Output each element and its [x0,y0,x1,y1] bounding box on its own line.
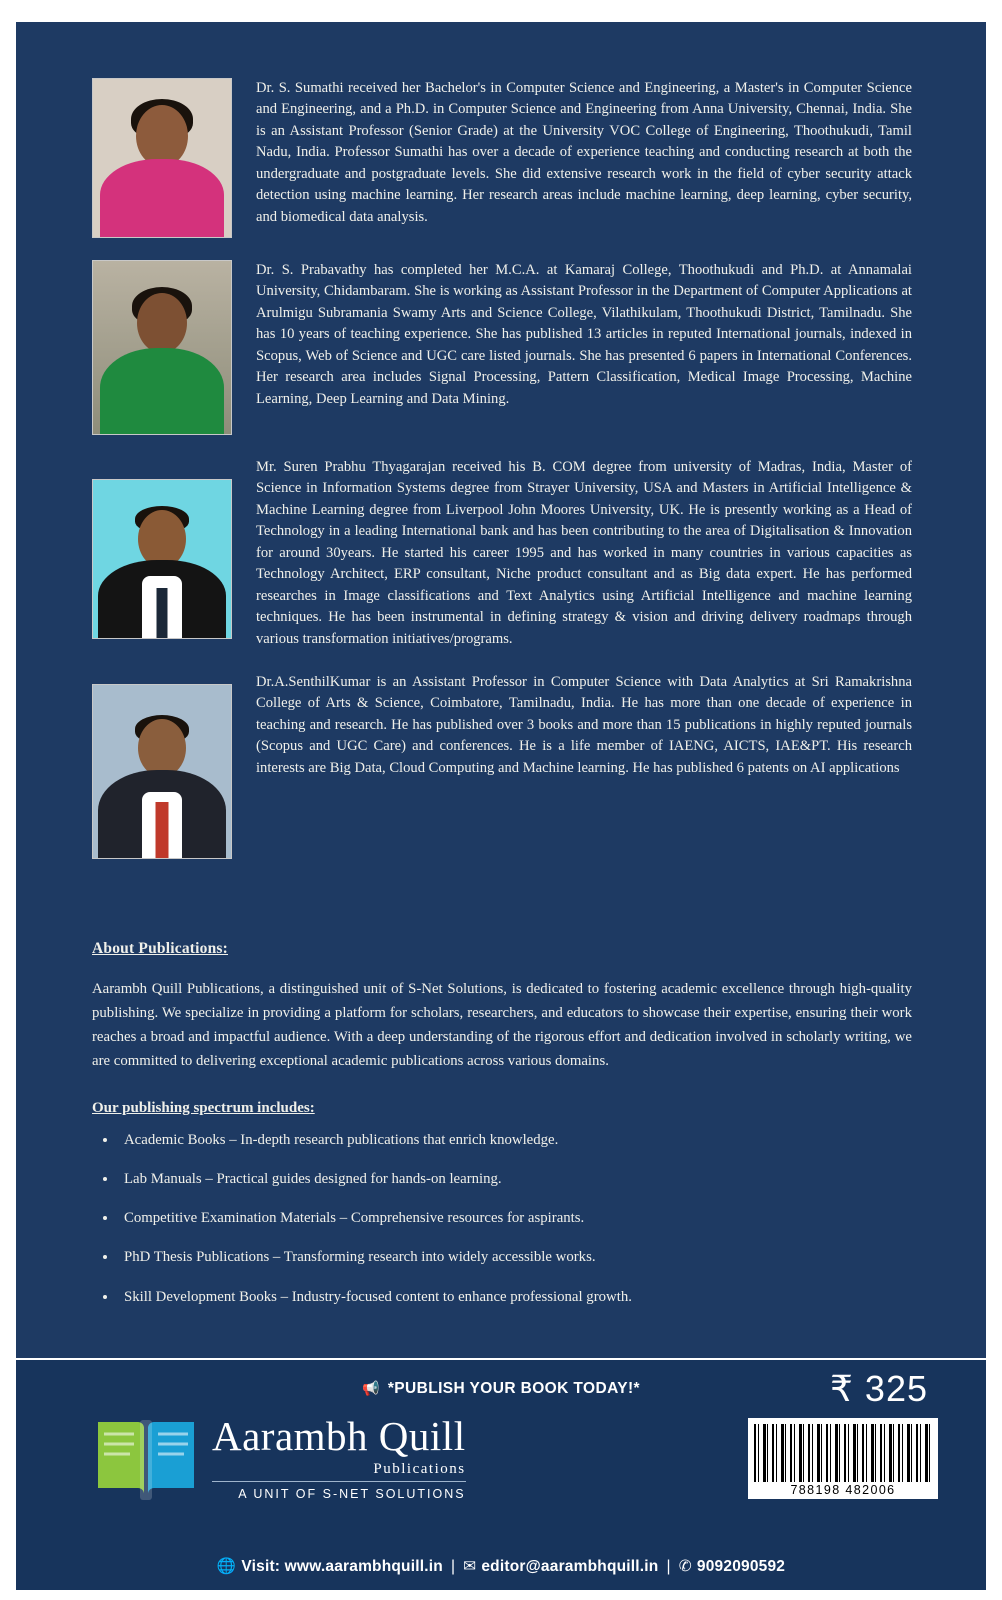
about-publications-text: Aarambh Quill Publications, a distinguished unit of S-Net Solutions, is dedicated to fostering academic excellence through high-quality publishing. We specialize in providing a platform for scholars, researchers, and educators to showcase their expertise, ensuring their work reaches a broad and impactful audience. With a deep understanding of the rigorous effort and dedication involved in scholarly writing, we are committed to delivering exceptional academic publications across various domains. [92,981,912,1069]
publisher-subtitle: Publications [212,1461,466,1482]
list-item: • Skill Development Books – Industry-focused content to enhance professional growth. [118,1286,912,1308]
author-entry [92,672,912,859]
contact-bar [16,1557,986,1576]
author-entry [92,260,912,435]
publisher-name: Aarambh Quill [212,1412,466,1459]
barcode-number: 788198 482006 [790,1483,896,1497]
about-publications-section [92,940,912,1325]
author-bio-text: Dr.A.SenthilKumar is an Assistant Professor in Computer Science with Data Analytics at Sri Ramakrishna College of Arts & Science, Coimbatore, Tamilnadu, India. He has more than one decade of experience in teaching and research. He has published over 3 books and more than 15 publications in highly reputed journals (Scopus and UGC Care) and conferences. He is a life member of IAENG, AICTS, IAE&PT. His research interests are Big Data, Cloud Computing and Machine learning. He has published 6 patents on AI applications [256,673,912,776]
author-photo-suren-prabhu [92,479,232,639]
contact-separator-2: | [666,1558,671,1575]
open-book-icon [94,1412,198,1504]
list-item: • Lab Manuals – Practical guides designed for hands-on learning. [118,1168,912,1190]
author-bio-text: Dr. S. Sumathi received her Bachelor's in Computer Science and Engineering, a Master's in Computer Science and Engineering, and a Ph.D. in Computer Science and Engineering from Anna University, Chennai, India. She is an Assistant Professor (Senior Grade) at the University VOC College of Engineering, Thoothukudi, Tamil Nadu, India. Professor Sumathi has over a decade of experience teaching and conducting research at both the undergraduate and postgraduate levels. She did extensive research work in the field of cyber security attack detection using machine learning. Her research areas include machine learning, deep learning, cyber security, and biomedical data analysis. [256,80,912,225]
author-bio-text: Mr. Suren Prabhu Thyagarajan received his B. COM degree from university of Madras, India, Master of Science in Information Systems degree from Strayer University, USA and Masters in Artificial Intelligence & Machine Learning degree from Liverpool John Moores University, UK. He is presently working as a Head of Technology in a leading International bank and has been contributing to the area of Digitalisation & Innovation for around 30years. He started his career 1995 and has worked in many countries in various capacities as Technology Architect, ERP consultant, Niche product consultant and as Big data expert. He has performed researches in Image classifications and Text Analytics using Artificial Intelligence and machine learning techniques. He has been instrumental in defining strategy & vision and driving delivery roadmaps through various transformation initiatives/programs. [256,459,912,647]
globe-icon: 🌐 [216,1558,237,1575]
author-photo-prabavathy [92,260,232,435]
publishing-spectrum-list [92,1129,912,1308]
list-item: • PhD Thesis Publications – Transforming research into widely accessible works. [118,1246,912,1268]
contact-separator-1: | [450,1558,456,1575]
phone-label[interactable]: 9092090592 [696,1558,786,1575]
publisher-logo-text [212,1412,466,1501]
author-photo-senthilkumar [92,684,232,859]
author-photo-sumathi [92,78,232,238]
author-bios-section [92,78,912,881]
envelope-icon: ✉ [463,1558,477,1575]
barcode-icon [754,1424,932,1482]
publisher-logo [94,1412,466,1504]
phone-icon: ✆ [678,1558,692,1575]
footer [16,1358,986,1590]
publisher-unit: A UNIT OF S-NET SOLUTIONS [238,1486,466,1501]
author-entry [92,78,912,238]
publish-cta-label: *PUBLISH YOUR BOOK TODAY!* [387,1380,640,1397]
publishing-spectrum-heading: Our publishing spectrum includes: [92,1099,315,1116]
page-margin-bottom [0,1590,1002,1600]
list-item: • Competitive Examination Materials – Comprehensive resources for aspirants. [118,1207,912,1229]
page-margin-left [0,0,16,1600]
website-label[interactable]: Visit: www.aarambhquill.in [241,1558,443,1575]
email-label[interactable]: editor@aarambhquill.in [481,1558,659,1575]
price-label: ₹ 325 [830,1368,928,1409]
megaphone-icon: 📢 [362,1380,380,1396]
author-entry [92,457,912,650]
about-publications-heading: About Publications: [92,940,229,957]
barcode [748,1418,938,1499]
page-margin-right [986,0,1002,1600]
list-item: • Academic Books – In-depth research publications that enrich knowledge. [118,1129,912,1151]
page-margin-top [0,0,1002,22]
author-bio-text: Dr. S. Prabavathy has completed her M.C.A. at Kamaraj College, Thoothukudi and Ph.D. at Annamalai University, Chidambaram. She is working as Assistant Professor in the Department of Computer Applications at Arulmigu Subramania Swamy Arts and Science College, Vilathikulam, Thoothukudi District, Tamilnadu. She has 10 years of teaching experience. She has published 13 articles in reputed International journals, indexed in Scopus, Web of Science and UGC care listed journals. She has presented 6 papers in International Conferences. Her research area includes Signal Processing, Pattern Classification, Medical Image Processing, Machine Learning, Deep Learning and Data Mining. [256,262,912,407]
